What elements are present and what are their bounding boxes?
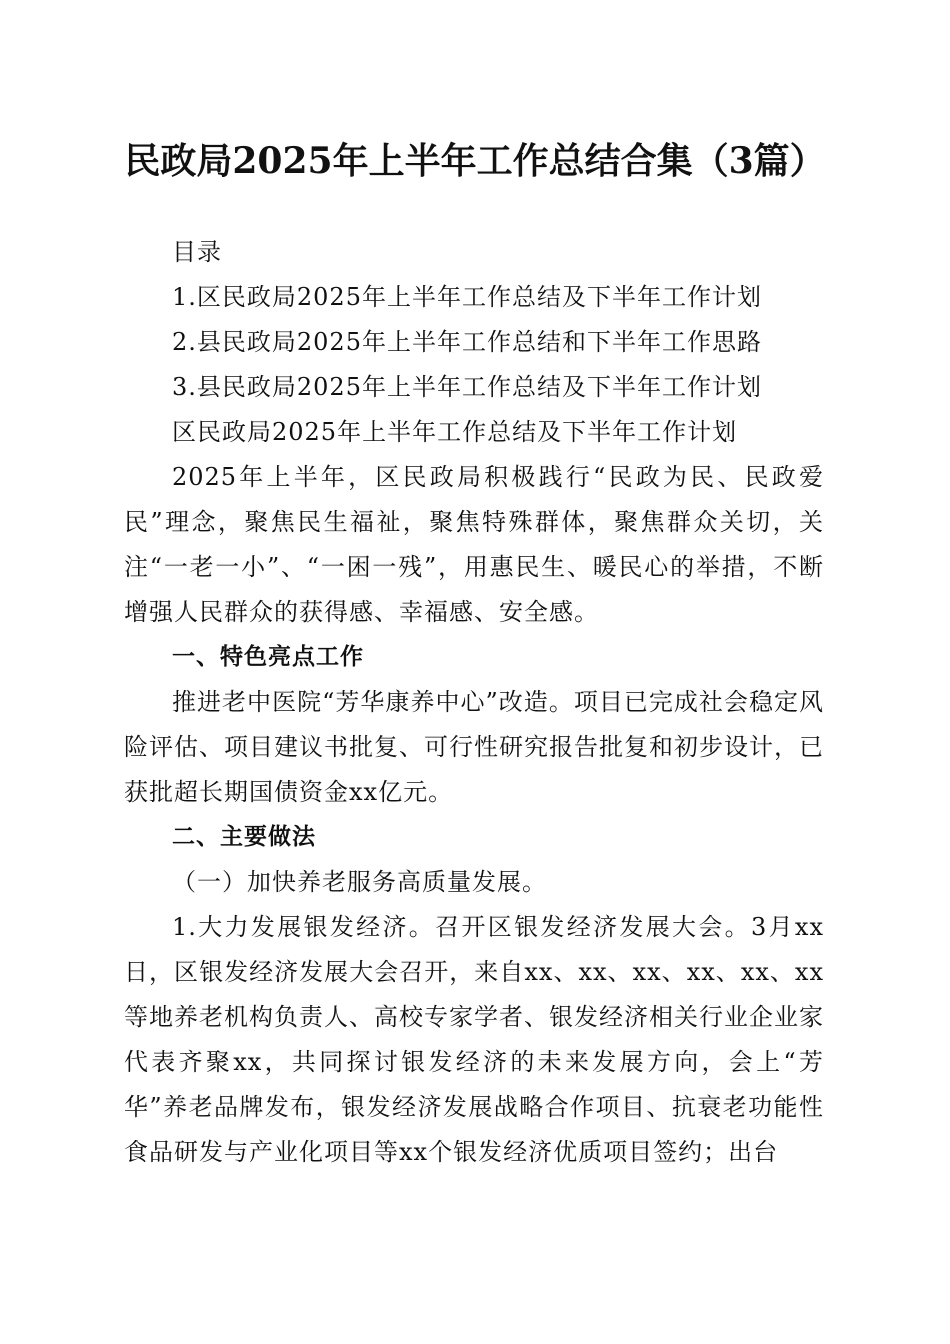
- toc-label: 目录: [172, 238, 222, 266]
- article-title: 区民政局2025年上半年工作总结及下半年工作计划: [172, 418, 738, 446]
- document-title: 民政局2025年上半年工作总结合集（3篇）: [124, 140, 826, 182]
- section-1-paragraph: 推进老中医院“芳华康养中心”改造。项目已完成社会稳定风险评估、项目建议书批复、可行性研究报告批复和初步设计，已获批超长期国债资金xx亿元。: [124, 688, 824, 806]
- document-body: [124, 230, 824, 1175]
- toc-item-1[interactable]: 1.区民政局2025年上半年工作总结及下半年工作计划: [172, 283, 762, 311]
- toc-item-2[interactable]: 2.县民政局2025年上半年工作总结和下半年工作思路: [172, 328, 762, 356]
- intro-paragraph: 2025年上半年，区民政局积极践行“民政为民、民政爱民”理念，聚焦民生福祉，聚焦特殊群体，聚焦群众关切，关注“一老一小”、“一困一残”，用惠民生、暖民心的举措，不断增强人民群众的获得感、幸福感、安全感。: [124, 463, 824, 626]
- subsection-1-paragraph: 1.大力发展银发经济。召开区银发经济发展大会。3月xx日，区银发经济发展大会召开，来自xx、xx、xx、xx、xx、xx等地养老机构负责人、高校专家学者、银发经济相关行业企业家代表齐聚xx，共同探讨银发经济的未来发展方向，会上“芳华”养老品牌发布，银发经济发展战略合作项目、抗衰老功能性食品研发与产业化项目等xx个银发经济优质项目签约；出台: [124, 913, 824, 1166]
- toc-item-3[interactable]: 3.县民政局2025年上半年工作总结及下半年工作计划: [172, 373, 762, 401]
- subsection-1-heading: （一）加快养老服务高质量发展。: [172, 868, 547, 896]
- section-1-heading: 一、特色亮点工作: [172, 644, 364, 670]
- section-2-heading: 二、主要做法: [172, 824, 316, 850]
